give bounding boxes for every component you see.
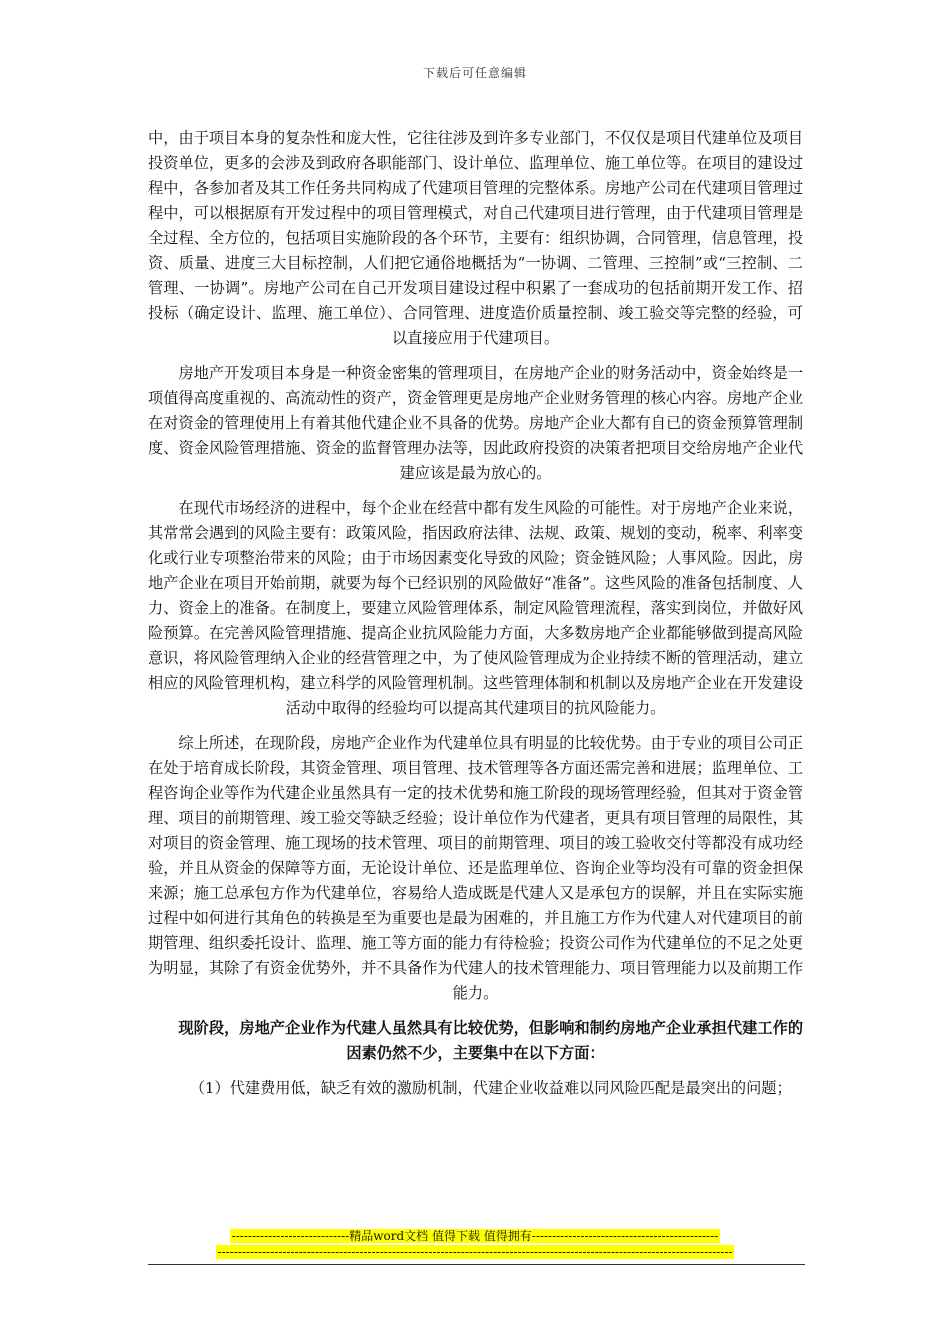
paragraph-capital-management: 房地产开发项目本身是一种资金密集的管理项目，在房地产企业的财务活动中，资金始终是一项值得高度重视的、高流动性的资产，资金管理更是房地产企业财务管理的核心内容。房地产企业在对资金的管理使用上有着其他代建企业不具备的优势。房地产企业大都有自已的资金预算管理制度、资金风险管理措施、资金的监督管理办法等，因此政府投资的决策者把项目交给房地产企业代建应该是最为放心的。 xyxy=(148,364,803,482)
footer-banner-text: -----------------------------精品word文档 值得下载 值得拥有---------------------------------------------- xyxy=(231,1229,719,1243)
paragraph-constraint-1: （1）代建费用低，缺乏有效的激励机制，代建企业收益难以同风险匹配是最突出的问题； xyxy=(189,1079,792,1097)
paragraph-constraints-heading: 现阶段，房地产企业作为代建人虽然具有比较优势，但影响和制约房地产企业承担代建工作的因素仍然不少，主要集中在以下方面： xyxy=(178,1019,803,1062)
page-footer xyxy=(0,1228,950,1260)
footer-banner-line-1 xyxy=(0,1228,950,1244)
paragraph-project-management: 中，由于项目本身的复杂性和庞大性，它往往涉及到许多专业部门，不仅仅是项目代建单位及项目投资单位，更多的会涉及到政府各职能部门、设计单位、监理单位、施工单位等。在项目的建设过程中，各参加者及其工作任务共同构成了代建项目管理的完整体系。房地产公司在代建项目管理过程中，可以根据原有开发过程中的项目管理模式，对自己代建项目进行管理，由于代建项目管理是全过程、全方位的，包括项目实施阶段的各个环节，主要有：组织协调，合同管理，信息管理，投资、质量、进度三大目标控制，人们把它通俗地概括为“一协调、二管理、三控制”或“三控制、二管理、一协调”。房地产公司在自己开发项目建设过程中积累了一套成功的包括前期开发工作、招投标（确定设计、监理、施工单位）、合同管理、进度造价质量控制、竣工验交等完整的经验，可以直接应用于代建项目。 xyxy=(148,129,803,347)
footer-banner-dashes: ------------------------------------------------------------------------------------------------------------------------------- xyxy=(217,1245,733,1259)
paragraph-summary: 综上所述，在现阶段，房地产企业作为代建单位具有明显的比较优势。由于专业的项目公司正在处于培育成长阶段，其资金管理、项目管理、技术管理等各方面还需完善和进展；监理单位、工程咨询企业等作为代建企业虽然具有一定的技术优势和施工阶段的现场管理经验，但其对于资金管理、项目的前期管理、竣工验交等缺乏经验；设计单位作为代建者，更具有项目管理的局限性，其对项目的资金管理、施工现场的技术管理、项目的前期管理、项目的竣工验收交付等都没有成功经验，并且从资金的保障等方面，无论设计单位、还是监理单位、咨询企业等均没有可靠的资金担保来源；施工总承包方作为代建单位，容易给人造成既是代建人又是承包方的误解，并且在实际实施过程中如何进行其角色的转换是至为重要也是最为困难的，并且施工方作为代建人对代建项目的前期管理、组织委托设计、监理、施工等方面的能力有待检验；投资公司作为代建单位的不足之处更为明显，其除了有资金优势外，并不具备作为代建人的技术管理能力、项目管理能力以及前期工作能力。 xyxy=(148,734,803,1002)
page-header: 下载后可任意编辑 xyxy=(422,66,527,80)
footer-divider xyxy=(148,1264,805,1265)
paragraph-risk-management: 在现代市场经济的进程中，每个企业在经营中都有发生风险的可能性。对于房地产企业来说，其常常会遇到的风险主要有：政策风险，指因政府法律、法规、政策、规划的变动，税率、利率变化或行业专项整治带来的风险；由于市场因素变化导致的风险；资金链风险；人事风险。因此，房地产企业在项目开始前期，就要为每个已经识别的风险做好“准备”。这些风险的准备包括制度、人力、资金上的准备。在制度上，要建立风险管理体系，制定风险管理流程，落实到岗位，并做好风险预算。在完善风险管理措施、提高企业抗风险能力方面，大多数房地产企业都能够做到提高风险意识，将风险管理纳入企业的经营管理之中，为了使风险管理成为企业持续不断的管理活动，建立相应的风险管理机构，建立科学的风险管理机制。这些管理体制和机制以及房地产企业在开发建设活动中取得的经验均可以提高其代建项目的抗风险能力。 xyxy=(148,499,803,717)
document-body xyxy=(148,126,803,1111)
footer-banner-line-2 xyxy=(0,1244,950,1260)
